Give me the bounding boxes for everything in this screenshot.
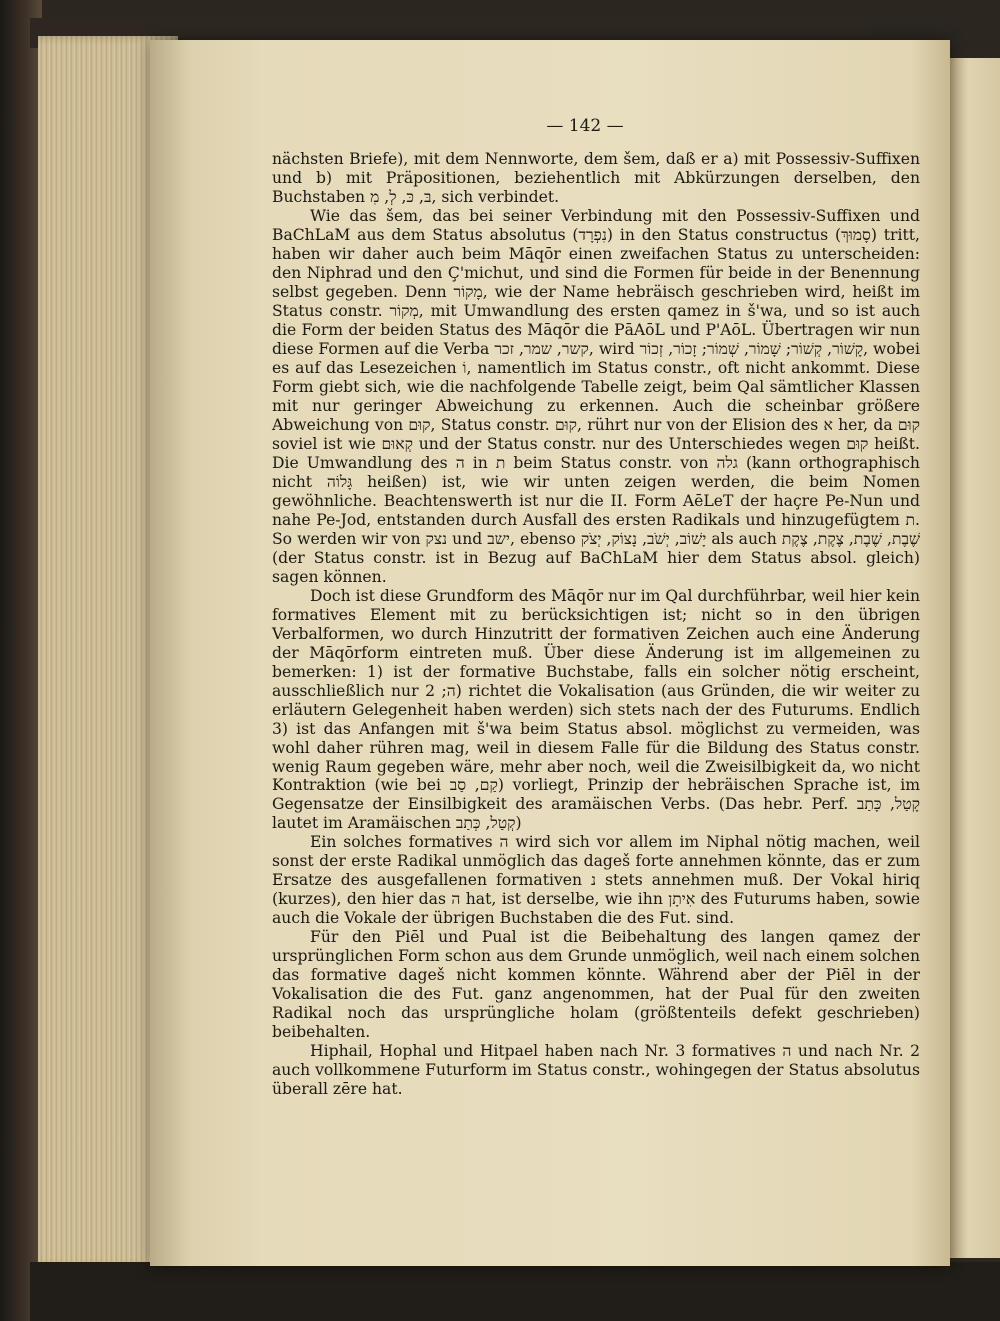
paragraph-1: nächsten Briefe), mit dem Nennworte, dem šem, daß er a) mit Possessiv-Suffixen und b) mit Präpositionen, beziehentlich mit Abkürzungen derselben, den Buchstaben בּ, כּ, לְ, מִ, sich verbindet. (272, 150, 920, 206)
paragraph-6: Hiphail, Hophal und Hitpael haben nach Nr. 3 formatives ה und nach Nr. 2 auch vollkommene Futurform im Status constr., wohingegen der Status absolutus überall zēre hat. (272, 1042, 920, 1099)
paragraph-5: Für den Piēl und Pual ist die Beibehaltung des langen qamez der ursprünglichen Form schon aus dem Grunde unmöglich, weil nach einem solchen das formative dageš nicht kommen könnte. Während aber der Piēl in der Vokalisation die des Fut. ganz angenommen, hat der Pual für den zweiten Radikal noch das ursprüngliche holam (größtenteils defekt geschrieben) beibehalten. (272, 928, 920, 1042)
book-cover-edge (0, 0, 42, 1321)
facing-page-edge (948, 58, 1000, 1258)
paragraph-2: Wie das šem, das bei seiner Verbindung mit den Possessiv-Suffixen und BaChLaM aus dem Status absolutus (נִפְרָד) in den Status constructus (סָמוּךְ) tritt, haben wir daher auch beim Māqōr einen zweifachen Status zu unterscheiden: den Niphrad und den Ç'michut, und sind die Formen für beide in der Benennung selbst gegeben. Denn מָקוֹר, wie der Name hebräisch geschrieben wird, heißt im Status constr. מְקוֹר, mit Umwandlung des ersten qamez in š'wa, und so ist auch die Form der beiden Status des Māqōr die PāAōL und P'AōL. Übertragen wir nun diese Formen auf die Verba קשר, שמר, זכר, wird קָשׁוֹר, קְשׁוֹר; שָׁמוֹר, שְׁמוֹר; זָכוֹר, זְכוֹר, wobei es auf das Lesezeichen וֹ, namentlich im Status constr., oft nicht ankommt. Diese Form giebt sich, wie die nachfolgende Tabelle zeigt, beim Qal sämtlicher Klassen mit nur geringer Abweichung zu erkennen. Auch die scheinbar größere Abweichung von קוּם, Status constr. קוּם, rührt nur von der Elision des א her, da קוּם soviel ist wie קְאוּם und der Status constr. nur des Unterschiedes wegen קוּם heißt. Die Umwandlung des ה in ת beim Status constr. von גלה (kann orthographisch nicht גָּלוֹה heißen) ist, wie wir unten zeigen werden, die beim Nomen gewöhnliche. Beachtenswerth ist nur die II. Form AēLeT der haçre Pe-Nun und nahe Pe-Jod, entstanden durch Ausfall des ersten Radikals und hinzugefügtem ת. So werden wir von נצק und ישב, ebenso יָשׁוֹב, יְשֹׁב, נָצוֹק, יְצֹק als auch שֶׁבֶת, שֶׁבֶת, צֶקֶת, צֶקֶת (der Status constr. ist in Bezug auf BaChLaM hier dem Status absol. gleich) sagen können. (272, 206, 921, 586)
page-body (272, 150, 920, 1099)
page-number: — 142 — (546, 116, 624, 136)
paragraph-4: Ein solches formatives ה wird sich vor allem im Niphal nötig machen, weil sonst der erste Radikal unmöglich das dageš forte annehmen könnte, das er zum Ersatze des ausgefallenen formativen נ stets annehmen muß. Der Vokal hiriq (kurzes), den hier das ה hat, ist derselbe, wie ihn אִיתָן des Futurums haben, sowie auch die Vokale der übrigen Buchstaben die des Fut. sind. (272, 833, 921, 928)
paragraph-3: Doch ist diese Grundform des Māqōr nur im Qal durchführbar, weil hier kein formatives Element mit zu berücksichtigen ist; nicht so in den übrigen Verbalformen, wo durch Hinzutritt der formativen Zeichen auch eine Änderung der Māqōrform eintreten muß. Über diese Änderung ist im allgemeinen zu bemerken: 1) ist der formative Buchstabe, falls ein solcher nötig erscheint, ausschließlich nur ה; 2) richtet die Vokalisation (aus Gründen, die wir weiter zu erläutern Gelegenheit haben werden) sich stets nach der des Futurums. Endlich 3) ist das Anfangen mit š'wa beim Status absol. möglichst zu vermeiden, was wohl daher rühren mag, weil in diesem Falle für die Bildung des Status constr. wenig Raum gegeben wäre, mehr aber noch, weil die Zweisilbigkeit da, wo nicht Kontraktion (wie bei קַם, סַב) vorliegt, Prinzip der hebräischen Sprache ist, im Gegensatze der Einsilbigkeit des aramäischen Verbs. (Das hebr. Perf. קָטַל, כָּתַב lautet im Aramäischen קְטַל, כְּתַב) (272, 586, 920, 833)
bottom-shadow (30, 1262, 1000, 1321)
